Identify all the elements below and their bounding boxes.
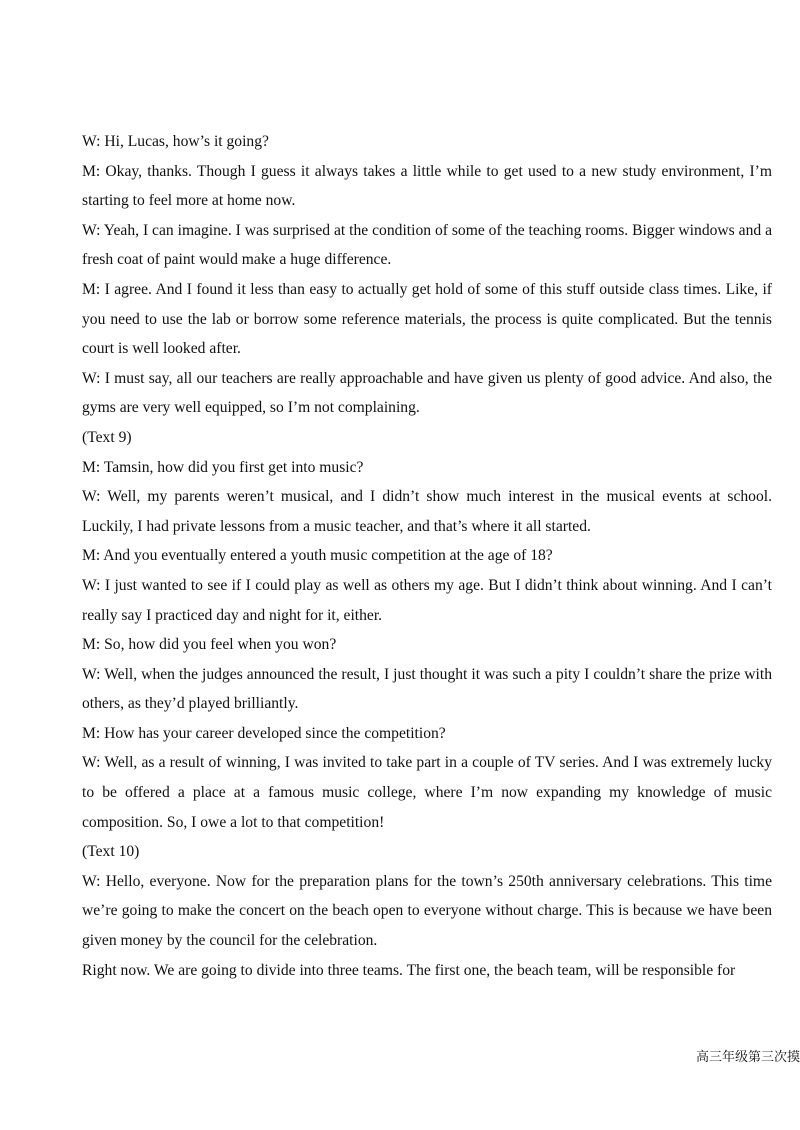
transcript-line: M: How has your career developed since the competition? bbox=[82, 724, 446, 742]
transcript-line: M: Tamsin, how did you first get into music? bbox=[82, 458, 364, 476]
section-heading-text-10: (Text 10) bbox=[82, 843, 140, 861]
transcript-body bbox=[82, 127, 772, 985]
transcript-line: M: I agree. And I found it less than easy to actually get hold of some of this stuff outside class times. Like, if you need to use the lab or borrow some reference materials, the process is quite complicated. But the tennis court is well looked after. bbox=[82, 280, 772, 358]
transcript-line: W: Well, when the judges announced the result, I just thought it was such a pity I couldn’t share the prize with others, as they’d played brilliantly. bbox=[82, 665, 772, 713]
transcript-line: M: And you eventually entered a youth music competition at the age of 18? bbox=[82, 547, 553, 565]
transcript-line: W: I just wanted to see if I could play as well as others my age. But I didn’t think about winning. And I can’t really say I practiced day and night for it, either. bbox=[82, 576, 772, 624]
transcript-line: W: Hi, Lucas, how’s it going? bbox=[82, 133, 269, 150]
transcript-line: W: Hello, everyone. Now for the preparation plans for the town’s 250th anniversary celebrations. This time we’re going to make the concert on the beach open to everyone without charge. This is because we have been given money by the council for the celebration. bbox=[82, 872, 772, 950]
section-heading-text-9: (Text 9) bbox=[82, 428, 132, 446]
transcript-line: M: So, how did you feel when you won? bbox=[82, 636, 337, 654]
transcript-line: W: Well, as a result of winning, I was invited to take part in a couple of TV series. And I was extremely lucky to be offered a place at a famous music college, where I’m now expanding my knowledge of music composition. So, I owe a lot to that competition! bbox=[82, 754, 772, 831]
page-footer: 高三年级第三次摸 bbox=[695, 1050, 800, 1065]
transcript-line: M: Okay, thanks. Though I guess it always takes a little while to get used to a new study environment, I’m starting to feel more at home now. bbox=[82, 162, 772, 210]
transcript-line: Right now. We are going to divide into three teams. The first one, the beach team, will be responsible for bbox=[82, 961, 736, 979]
transcript-line: W: Well, my parents weren’t musical, and I didn’t show much interest in the musical events at school. Luckily, I had private lessons from a music teacher, and that’s where it all started. bbox=[82, 488, 772, 535]
transcript-line: W: Yeah, I can imagine. I was surprised at the condition of some of the teaching rooms. Bigger windows and a fresh coat of paint would make a huge difference. bbox=[82, 221, 772, 269]
transcript-line: W: I must say, all our teachers are really approachable and have given us plenty of good advice. And also, the gyms are very well equipped, so I’m not complaining. bbox=[82, 369, 772, 417]
